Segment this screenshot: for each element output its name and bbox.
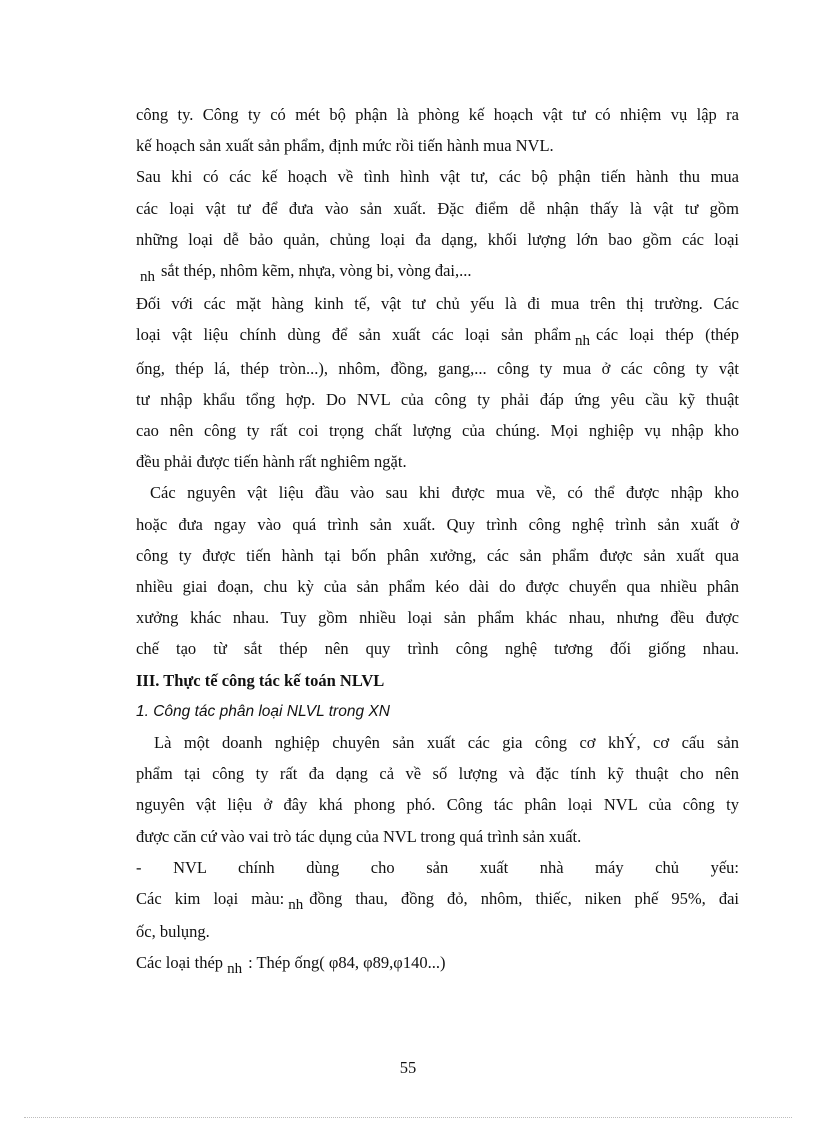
paragraph-line: công ty. Công ty có mét bộ phận là phòng kế hoạch vật tư có nhiệm vụ lập ra xyxy=(136,105,739,124)
paragraph-text: sắt thép, nhôm kẽm, nhựa, vòng bi, vòng đai,... xyxy=(161,261,472,281)
paragraph-line: Sau khi có các kế hoạch về tình hình vật tư, các bộ phận tiến hành thu mua xyxy=(136,167,739,187)
paragraph-line: tư nhập khẩu tổng hợp. Do NVL của công ty phải đáp ứng yêu cầu kỹ thuật xyxy=(136,389,739,409)
paragraph-line: nhiều giai đoạn, chu kỳ của sản phẩm kéo dài do được chuyển qua nhiều phân xyxy=(136,577,739,597)
paragraph-line: Là một doanh nghiệp chuyên sản xuất các gia công cơ khÝ, cơ cấu sản xyxy=(154,733,739,753)
paragraph-text: : Thép ống( φ84, φ89,φ140...) xyxy=(248,953,446,973)
page-number: 55 xyxy=(399,1058,417,1077)
paragraph-line: Các nguyên vật liệu đầu vào sau khi được mua về, có thể được nhập kho xyxy=(150,483,739,503)
abbr-nh: nh xyxy=(140,269,155,286)
list-item: - NVL chính dùng cho sản xuất nhà máy chủ yếu: xyxy=(136,857,739,877)
paragraph-line: xưởng khác nhau. Tuy gồm nhiều loại sản phẩm khác nhau, nhưng đều được xyxy=(136,608,739,628)
paragraph-line: các loại vật tư để đưa vào sản xuất. Đặc điểm dễ nhận thấy là vật tư gồm xyxy=(136,198,739,218)
paragraph-line xyxy=(136,255,739,288)
section-heading: III. Thực tế công tác kế toán NLVL xyxy=(136,670,385,690)
paragraph-line: Đối với các mặt hàng kinh tế, vật tư chủ yếu là đi mua trên thị trường. Các xyxy=(136,294,739,314)
paragraph-line: hoặc đưa ngay vào quá trình sản xuất. Quy trình công nghệ trình sản xuất ở xyxy=(136,514,739,534)
paragraph-line: cao nên công ty rất coi trọng chất lượng của chúng. Mọi nghiệp vụ nhập kho xyxy=(136,421,739,441)
document-body xyxy=(136,99,739,981)
paragraph-line: đều phải được tiến hành rất nghiêm ngặt. xyxy=(136,452,407,472)
paragraph-text: các loại thép (thép xyxy=(596,325,739,345)
paragraph-line xyxy=(136,883,739,916)
paragraph-line xyxy=(136,319,739,352)
footer-divider xyxy=(24,1117,792,1118)
abbr-nh: nh xyxy=(575,333,591,350)
paragraph-text: đồng thau, đồng đỏ, nhôm, thiếc, niken phế 95%, đai xyxy=(309,889,739,909)
paragraph-text: Các kim loại màu: xyxy=(136,889,285,909)
paragraph-line: những loại dễ bảo quản, chủng loại đa dạng, khối lượng lớn bao gồm các loại xyxy=(136,229,739,249)
paragraph-line xyxy=(136,947,739,980)
paragraph-text: loại vật liệu chính dùng để sản xuất các loại sản phẩm xyxy=(136,325,572,345)
paragraph-line: công ty được tiến hành tại bốn phân xưởng, các sản phẩm được sản xuất qua xyxy=(136,545,739,565)
subsection-heading: 1. Công tác phân loại NLVL trong XN xyxy=(136,702,390,720)
abbr-nh: nh xyxy=(288,897,304,914)
paragraph-line: nguyên vật liệu ở đây khá phong phó. Công tác phân loại NVL của công ty xyxy=(136,795,739,815)
paragraph-line: phẩm tại công ty rất đa dạng cả về số lượng và đặc tính kỹ thuật cho nên xyxy=(136,764,739,784)
paragraph-line: kế hoạch sản xuất sản phẩm, định mức rồi tiến hành mua NVL. xyxy=(136,136,554,156)
paragraph-line: chế tạo từ sắt thép nên quy trình công nghệ tương đối giống nhau. xyxy=(136,639,739,659)
paragraph-line: được căn cứ vào vai trò tác dụng của NVL trong quá trình sản xuất. xyxy=(136,826,582,846)
abbr-nh: nh xyxy=(227,961,243,978)
paragraph-line: ống, thép lá, thép tròn...), nhôm, đồng, gang,... công ty mua ở các công ty vật xyxy=(136,358,739,378)
paragraph-line: ốc, bulụng. xyxy=(136,922,210,942)
paragraph-text: Các loại thép xyxy=(136,953,224,973)
